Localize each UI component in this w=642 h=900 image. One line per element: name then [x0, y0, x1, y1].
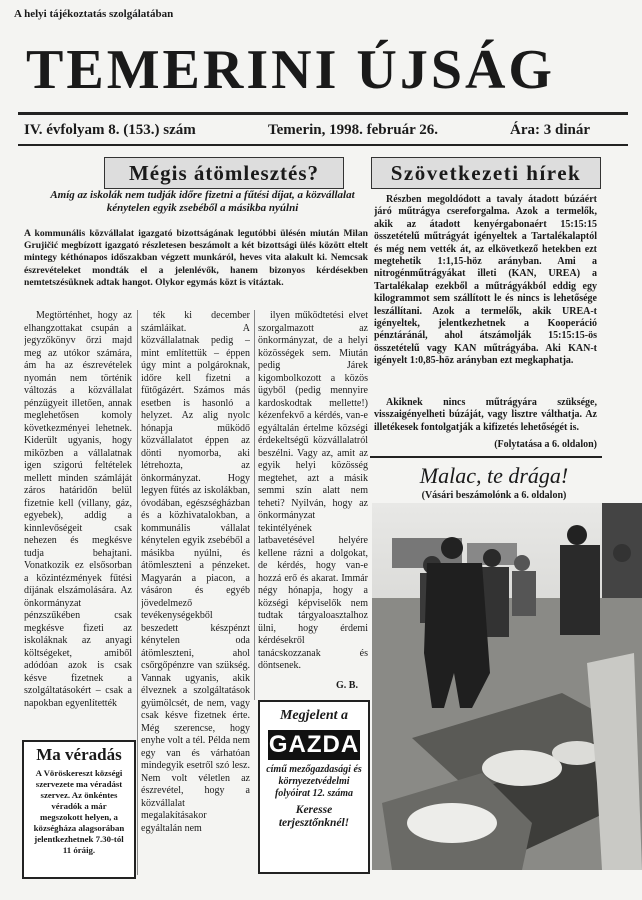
blood-donation-box [22, 740, 136, 879]
main-article-lead: A kommunális közvállalat igazgató bizottságának legutóbbi ülésén miután Milan Grujičić megbízott igazgató részletesen beszámolt a két bizottsági ülés között eltelt mintegy kéthónapos időszakban végzett munkáról, heves vita alakult ki. Nemcsak észrevételeket mondták el a jelenlévők, hanem bizonyos kérdésekben nemtetszésüknek adtak hangot. Olykor egymás közt is vitáztak. [24, 228, 368, 288]
market-photo-image [372, 503, 642, 870]
pig-market-title: Malac, te drága! [419, 463, 569, 488]
divider [18, 144, 628, 146]
column-divider [254, 310, 255, 700]
divider [18, 112, 628, 115]
tagline: A helyi tájékoztatás szolgálatában [14, 8, 174, 20]
gazda-ad [258, 700, 370, 874]
column-divider [137, 310, 138, 875]
gazda-ad-line2: című mezőgazdasági és környezetvédelmi folyóirat 12. száma [266, 764, 362, 799]
pig-market-subtitle: (Vásári beszámolónk a 6. oldalon) [421, 490, 567, 501]
main-article-col3: ilyen működtetési elvet szorgalmazott az önkormányzat, de a helyi közösségek sem. Miután pedig Járek kigombolkozott a közös ügyből (pedig mennyire kardoskodtak mellette!) kézenfekvő a kérdés, van-e egyáltalán értelme községi érdekeltségű közvállalatról beszélni. Vagy az, amit az egyik helyi közösség megtehet, azt a másik semmi szín alatt nem teheti? Nyilván, hogy az önkormányzat tekintélyének latbavetésével helyére kellene rázni a dolgokat, de kérdés, hogy van-e hozzá erő és akarat. Immár négy hónapja, hogy a községi képviselők nem tudtak tárgyaloasztalhoz ülni, hogy érdemi kérdésekről tanácskozzanak és döntsenek. [258, 310, 368, 671]
issue-number: IV. évfolyam 8. (153.) szám [24, 122, 196, 138]
market-photo [372, 503, 642, 870]
masthead-title: TEMERINI ÚJSÁG [26, 39, 555, 101]
gazda-ad-line3: Keresse terjesztőnknél! [278, 804, 350, 829]
main-article-col2: ték ki december számláikat. A közvállalatnak pedig – mint említettük – éppen úgy mint a polgároknak, időre kell fizetni a fűtőgázért. Számos más esetben is hasonló a helyzet. Az alig nyolc hónapja működő közvállalatot éppen az dönti nyomorba, aki létrehozta, az önkormányzat. Hogy legyen fűtés az iskolákban, óvodában, egészségházban és a közhivatalokban, a kommunális vállalat kénytelen egyik zsebéből a másikba nyúlni, és átömleszteni a pénzeket. Magyarán a piacon, a vásáron és egyéb jövedelmező tevékenységekből beszedett készpénzt kénytelen oda átömleszteni, ahol csőrgőpénzre van szükség. Vannak ugyanis, akik élveznek a szolgáltatások gyümölcsét, de nem, vagy csak késve fizetnek érte. Még szerencse, hogy enyhe volt a tél. Példa nem egy van és várhatóan mindegyik esetről szó lesz. Nem volt véletlen az észrevétel, hogy a közvállalat megalakításakor egyáltalán nem [141, 310, 250, 834]
issue-price: Ára: 3 dinár [510, 122, 590, 138]
main-article-col1: Megtörténhet, hogy az elhangzottakat csupán a jegyzőkönyv őrzi majd meg az utókor számára, ám ha az észrevételek nyomán nem történik változás a közvállalat pénzügyeit illetően, annak meglehetősen komoly következményei lehetnek. Kiderült ugyanis, hogy miközben a vállalatnak igen szigorú feltételek mellett minden számláját záros határidőn belül fizetnie kell (villany, gáz, egyebek), addig a kinnlevőségeit csak nehezen és megkésve tudja behajtani. Vonatkozik ez elsősorban a közintézmények fűtési díjának elszámolására. Az önkormányzat pénzszűkében csak megkésve fizeti az iskoláknak az anyagi költségeket, amiből adódóan azok is csak késve fizetnek a szolgáltatásokért – csak a napokban egyenlítették [24, 310, 132, 709]
main-article-title: Mégis átömlesztés? [104, 157, 344, 189]
gazda-logo: GAZDA [268, 731, 360, 758]
main-article-subtitle: Amíg az iskolák nem tudják időre fizetni a fűtési díjat, a közvállalat kénytelen egyik zsebéből a másikba nyúlni [50, 189, 355, 214]
blood-donation-text: A Vöröskereszt községi szervezete ma véradást szervez. Az önkéntes véradók a már megszokott helyen, a községháza alagsorában jelentkezhetnek 7.30-tól 11 óráig. [33, 768, 125, 855]
author: G. B. [336, 680, 358, 691]
issue-date: Temerin, 1998. február 26. [268, 122, 438, 138]
blood-donation-title: Ma véradás [36, 745, 122, 764]
divider [370, 456, 602, 458]
gazda-ad-line1: Megjelent a [279, 708, 349, 723]
coop-text-2: Akiknek nincs műtrágyára szüksége, visszaigényelheti búzáját, vagy lisztre válthatja. Az illetékesek fontolgatják a kifizetés lehetőségét is. [374, 397, 597, 433]
coop-continued: (Folytatása a 6. oldalon) [494, 439, 597, 450]
coop-text: Részben megoldódott a tavaly átadott búzáért járó műtrágya csereforgalma. Azok a termelők, akik az átadott kenyérgabonaért 15:15:15 összetételű műtrágyát igényeltek a Tartalékalaptól és még nem vették át, az elkövetkező hetekben ezt megtehetik 1:1,15-höz arányban. Ami a nitrogénműtrágyákat illeti (KAN, UREA) a Tartalékalap ezekből a műtrágyákból eddig egy kilogrammot sem szállított le és nincs is lehetősége leszállítani. Azok a termelők, akik UREA-t igényeltek, jelentkezhetnek a Kooperáció pénztáránál, ahol átszámolják 15:15:15-ös összetételű vagy KAN műtrágyába. Aki KAN-t igényelt 1:0,85-höz arányban ezt megkaphatja. [374, 194, 597, 367]
coop-title: Szövetkezeti hírek [371, 157, 601, 189]
